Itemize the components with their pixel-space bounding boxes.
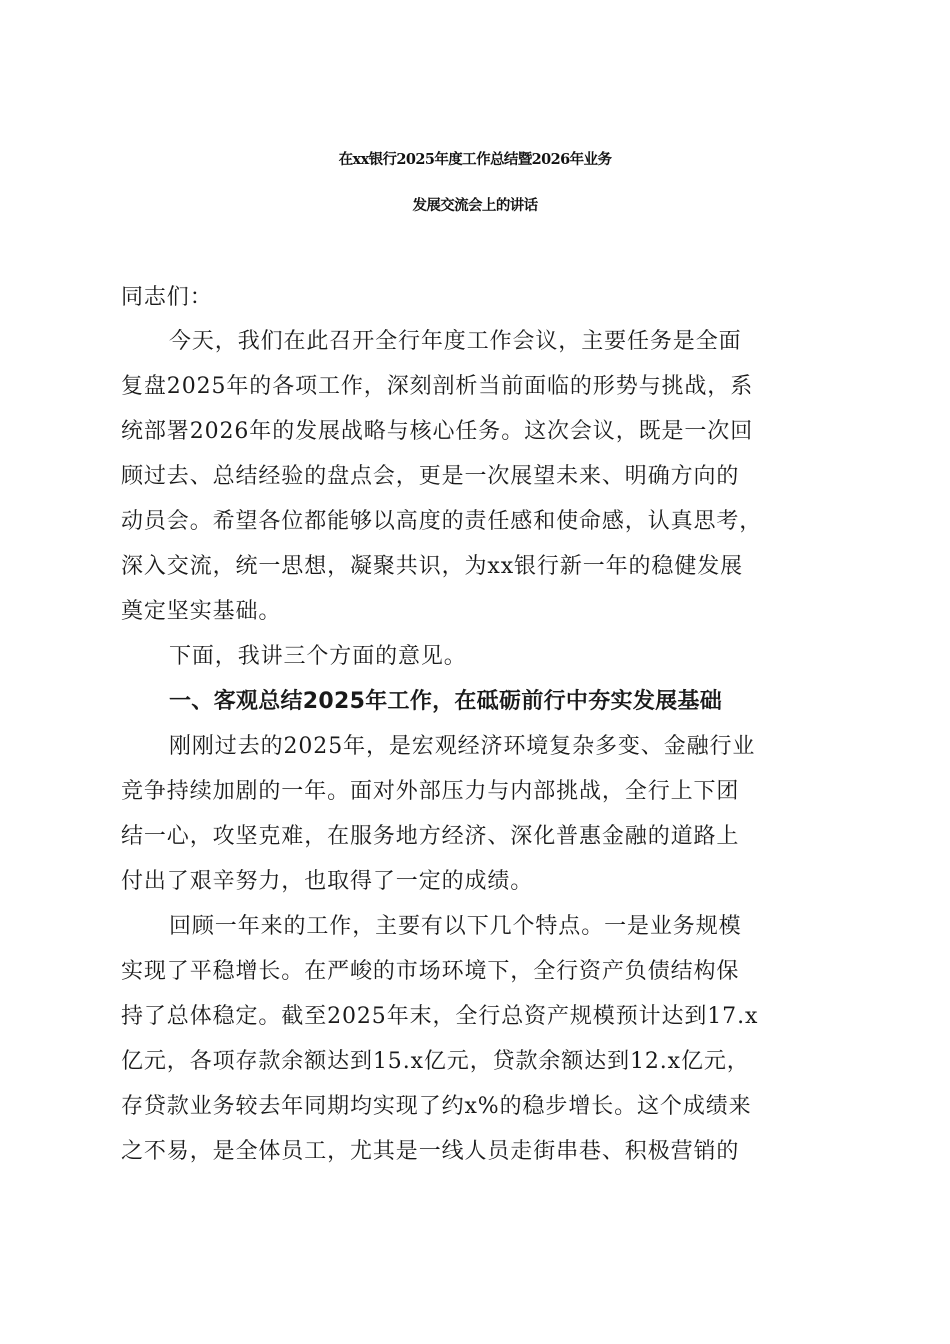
paragraph-line: 奠定坚实基础。 — [121, 599, 282, 624]
document-title-line-1: 在xx银行2025年度工作总结暨2026年业务 — [338, 151, 612, 168]
paragraph-line: 下面，我讲三个方面的意见。 — [169, 644, 467, 669]
paragraph-line: 付出了艰辛努力，也取得了一定的成绩。 — [121, 869, 534, 894]
paragraph-line: 持了总体稳定。截至2025年末，全行总资产规模预计达到17.x — [121, 1004, 759, 1029]
paragraph-line: 深入交流，统一思想，凝聚共识，为xx银行新一年的稳健发展 — [121, 554, 744, 579]
paragraph-line: 实现了平稳增长。在严峻的市场环境下，全行资产负债结构保 — [121, 959, 740, 984]
paragraph-line: 竞争持续加剧的一年。面对外部压力与内部挑战，全行上下团 — [121, 779, 740, 804]
paragraph-line: 今天，我们在此召开全行年度工作会议，主要任务是全面 — [169, 329, 742, 354]
paragraph-line: 结一心，攻坚克难，在服务地方经济、深化普惠金融的道路上 — [121, 824, 740, 849]
paragraph-line: 回顾一年来的工作，主要有以下几个特点。一是业务规模 — [169, 914, 742, 939]
paragraph-line: 顾过去、总结经验的盘点会，更是一次展望未来、明确方向的 — [121, 464, 740, 489]
paragraph-line: 动员会。希望各位都能够以高度的责任感和使命感，认真思考， — [121, 509, 763, 534]
paragraph-line: 亿元，各项存款余额达到15.x亿元，贷款余额达到12.x亿元， — [121, 1049, 750, 1074]
document-title-line-2: 发展交流会上的讲话 — [412, 197, 538, 214]
paragraph-line: 复盘2025年的各项工作，深刻剖析当前面临的形势与挑战，系 — [121, 374, 754, 399]
paragraph-line: 刚刚过去的2025年，是宏观经济环境复杂多变、金融行业 — [169, 734, 756, 759]
section-1-heading: 一、客观总结2025年工作，在砥砺前行中夯实发展基础 — [169, 689, 723, 714]
paragraph-line: 之不易，是全体员工，尤其是一线人员走街串巷、积极营销的 — [121, 1139, 740, 1164]
paragraph-line: 存贷款业务较去年同期均实现了约x%的稳步增长。这个成绩来 — [121, 1094, 752, 1119]
salutation: 同志们： — [121, 285, 213, 310]
paragraph-line: 统部署2026年的发展战略与核心任务。这次会议，既是一次回 — [121, 419, 754, 444]
